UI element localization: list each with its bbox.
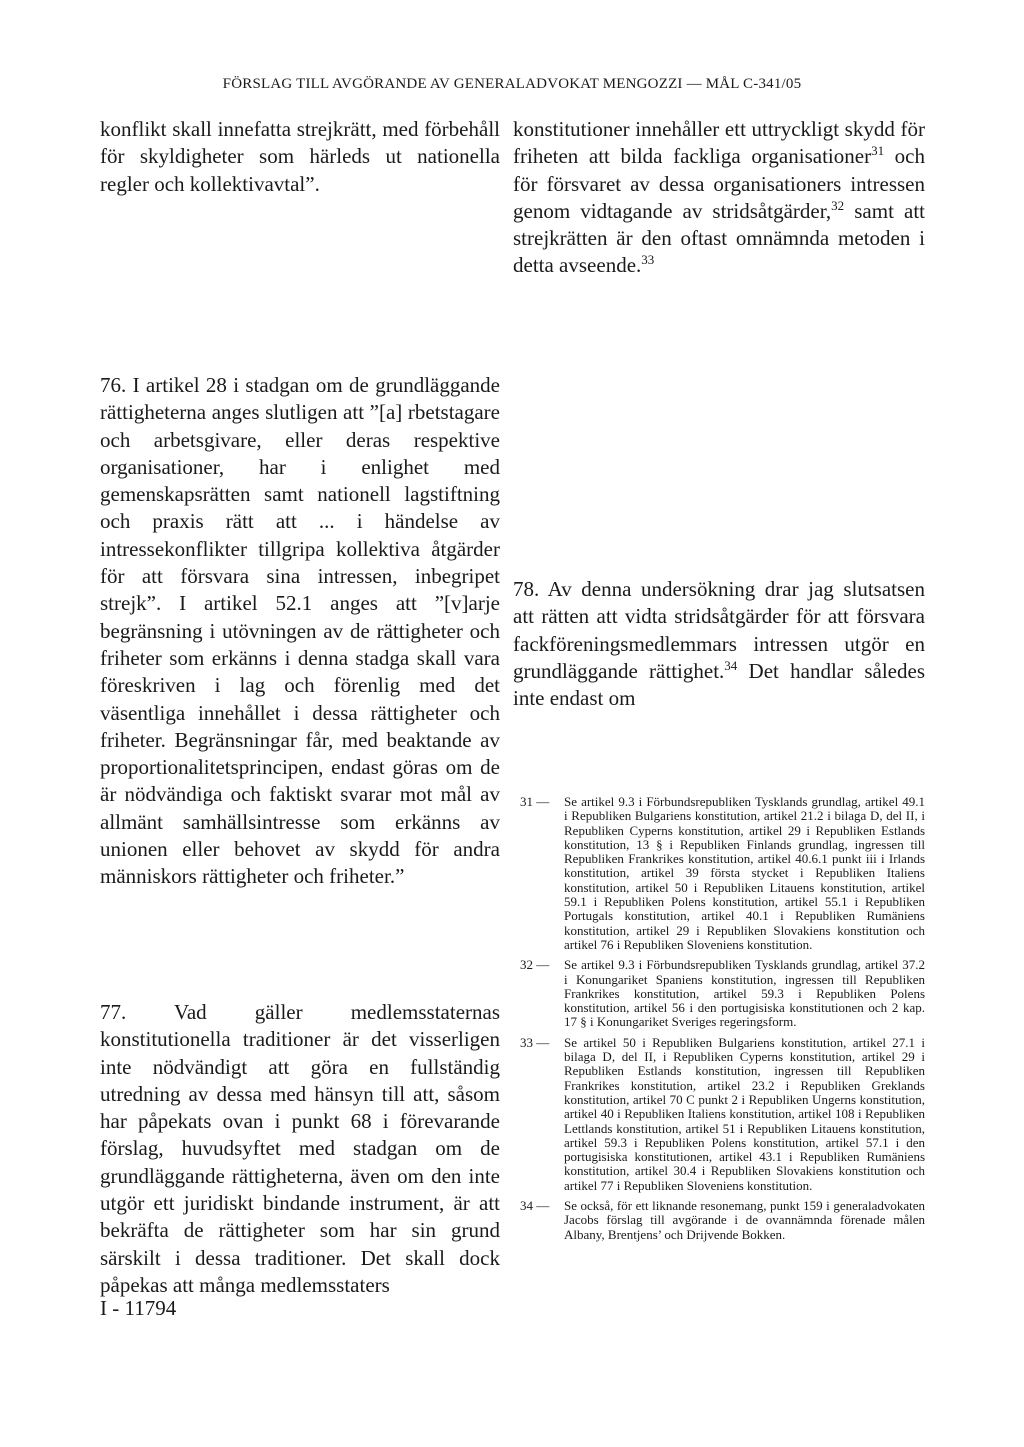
- footnote-number: 31 —: [520, 794, 550, 809]
- footnote-number: 32 —: [520, 957, 550, 973]
- text-fragment: samt att strejkrätten är den oftast omnämnda metoden i detta avseende.: [513, 198, 926, 278]
- paragraph-78-body: [513, 576, 925, 712]
- paragraph-77-body: [100, 999, 500, 1299]
- footnote-31: [520, 795, 925, 952]
- left-top-text: [100, 116, 500, 198]
- footnote-text: Se artikel 50 i Republiken Bulgariens konstitution, artikel 27.1 i bilaga D, del II, i Republiken Cyperns konstitution, artikel 29 i Republiken Estlands konstitution, ingressen till Republiken Frankrikes konstitution, artikel 23.2 i Republiken Greklands konstitution, artikel 70 C punkt 2 i Republiken Ungerns konstitution, artikel 40 i Republiken Italiens konstitution, artikel 108 i Republiken Lettlands konstitution, artikel 51 i Republiken Litauens konstitution, artikel 59.3 i Republiken Polens konstitution, artikel 57.1 i den portugisiska konstitutionen, artikel 43.1 i Republiken Rumäniens konstitution, artikel 30.4 i Republiken Slovakiens konstitution och artikel 77 i Republiken Sloveniens konstitution.: [564, 1034, 925, 1193]
- footnote-32: [520, 958, 925, 1029]
- paragraph-number: 78.: [513, 577, 540, 601]
- footnote-text: Se också, för ett liknande resonemang, punkt 159 i generaladvokaten Jacobs förslag till avgörande i de ovannämnda förenade målen Albany, Brentjens’ och Drijvende Bokken.: [564, 1198, 925, 1242]
- footnote-ref-34[interactable]: 34: [724, 657, 738, 673]
- right-top-text: [513, 116, 925, 280]
- footnote-number: 34 —: [520, 1198, 550, 1214]
- continuation-paragraph-right: [513, 116, 925, 280]
- paragraph-text: Av denna undersökning drar jag slutsatsen att rätten att vidta stridsåtgärder för att försvara fackföreningsmedlemmars intressen utgör en grundläggande rättighet.: [513, 577, 926, 683]
- page-number: I - 11794: [100, 1296, 177, 1320]
- footnotes: [520, 795, 925, 1248]
- paragraph-text-continued: Det handlar således inte endast om: [513, 658, 925, 711]
- paragraph-76-body: [100, 372, 500, 891]
- paragraph-number: 77.: [100, 1000, 127, 1024]
- paragraph-text: I artikel 28 i stadgan om de grundläggande rättigheterna anges slutligen att ”[a] rbetstagare och arbetsgivare, eller deras respektive organisationer, har i enlighet med gemenskapsrätten samt nationell lagstiftning och praxis rätt att ... i händelse av intressekonflikter tillgripa kollektiva åtgärder för att försvara sina intressen, inbegripet strejk”. I artikel 52.1 anges att ”[v]arje begränsning i utövningen av de rättigheter och friheter som erkänns i denna stadga skall vara föreskriven i lag och förenlig med det väsentliga innehållet i dessa rättigheter och friheter. Begränsningar får, med beaktande av proportionalitetsprincipen, endast göras om de är nödvändiga och faktiskt svarar mot mål av allmänt samhällsintresse som erkänns av unionen eller behovet av skydd för andra människors rättigheter och friheter.”: [100, 373, 501, 889]
- footnote-number: 33 —: [520, 1034, 550, 1050]
- paragraph-77: [100, 999, 500, 1299]
- paragraph-78: [513, 576, 925, 712]
- footnote-ref-31[interactable]: 31: [871, 143, 885, 159]
- footnote-ref-32[interactable]: 32: [831, 197, 845, 213]
- paragraph-number: 76.: [100, 373, 127, 397]
- footnote-ref-33[interactable]: 33: [641, 252, 655, 268]
- text-fragment: konstitutioner innehåller ett uttryckligt skydd för friheten att bilda fackliga organisationer: [513, 117, 925, 169]
- text-fragment: och för försvaret av dessa organisationers intressen genom vidtagande av stridsåtgärder,: [513, 144, 925, 223]
- footnote-33: [520, 1036, 925, 1193]
- paragraph-76: [100, 372, 500, 891]
- footnote-text: Se artikel 9.3 i Förbundsrepubliken Tysklands grundlag, artikel 37.2 i Konungariket Spaniens konstitution, ingressen till Republiken Frankrikes konstitution, artikel 59.3 i Republiken Polens konstitution, artikel 56 i den portugisiska konstitutionen och 2 kap. 17 § i Konungariket Sveriges regeringsform.: [564, 957, 925, 1030]
- footnote-34: [520, 1199, 925, 1242]
- footnote-text: Se artikel 9.3 i Förbundsrepubliken Tysklands grundlag, artikel 49.1 i Republiken Bulgariens konstitution, artikel 21.2 i bilaga D, del II, i Republiken Cyperns konstitution, artikel 29 i Republiken Estlands konstitution, 13 § i Republiken Finlands grundlag, ingressen till Republiken Frankrikes konstitution, artikel 40.6.1 punkt iii i Irlands konstitution, artikel 39 första stycket i Republiken Italiens konstitution, artikel 50 i Republiken Litauens konstitution, artikel 59.1 i Republiken Polens konstitution, artikel 55.1 i Republiken Portugals konstitution, artikel 40.1 i Republiken Rumäniens konstitution, artikel 29 i Republiken Slovakiens konstitution och artikel 76 i Republiken Sloveniens konstitution.: [564, 794, 925, 952]
- paragraph-text: Vad gäller medlemsstaternas konstitutionella traditioner är det visserligen inte nödvändigt att göra en fullständig utredning av dessa med hänsyn till att, såsom har påpekats ovan i punkt 68 i förevarande förslag, huvudsyftet med stadgan om de grundläggande rättigheterna, även om den inte utgör ett juridiskt bindande instrument, är att bekräfta de rättigheter som har sin grund särskilt i dessa traditioner. Det skall dock påpekas att många medlemsstaters: [100, 1000, 500, 1297]
- running-head: FÖRSLAG TILL AVGÖRANDE AV GENERALADVOKAT MENGOZZI — MÅL C-341/05: [222, 76, 802, 92]
- continuation-paragraph: konflikt skall innefatta strejkrätt, med förbehåll för skyldigheter som härleds ut nationella regler och kollektivavtal”.: [100, 117, 500, 196]
